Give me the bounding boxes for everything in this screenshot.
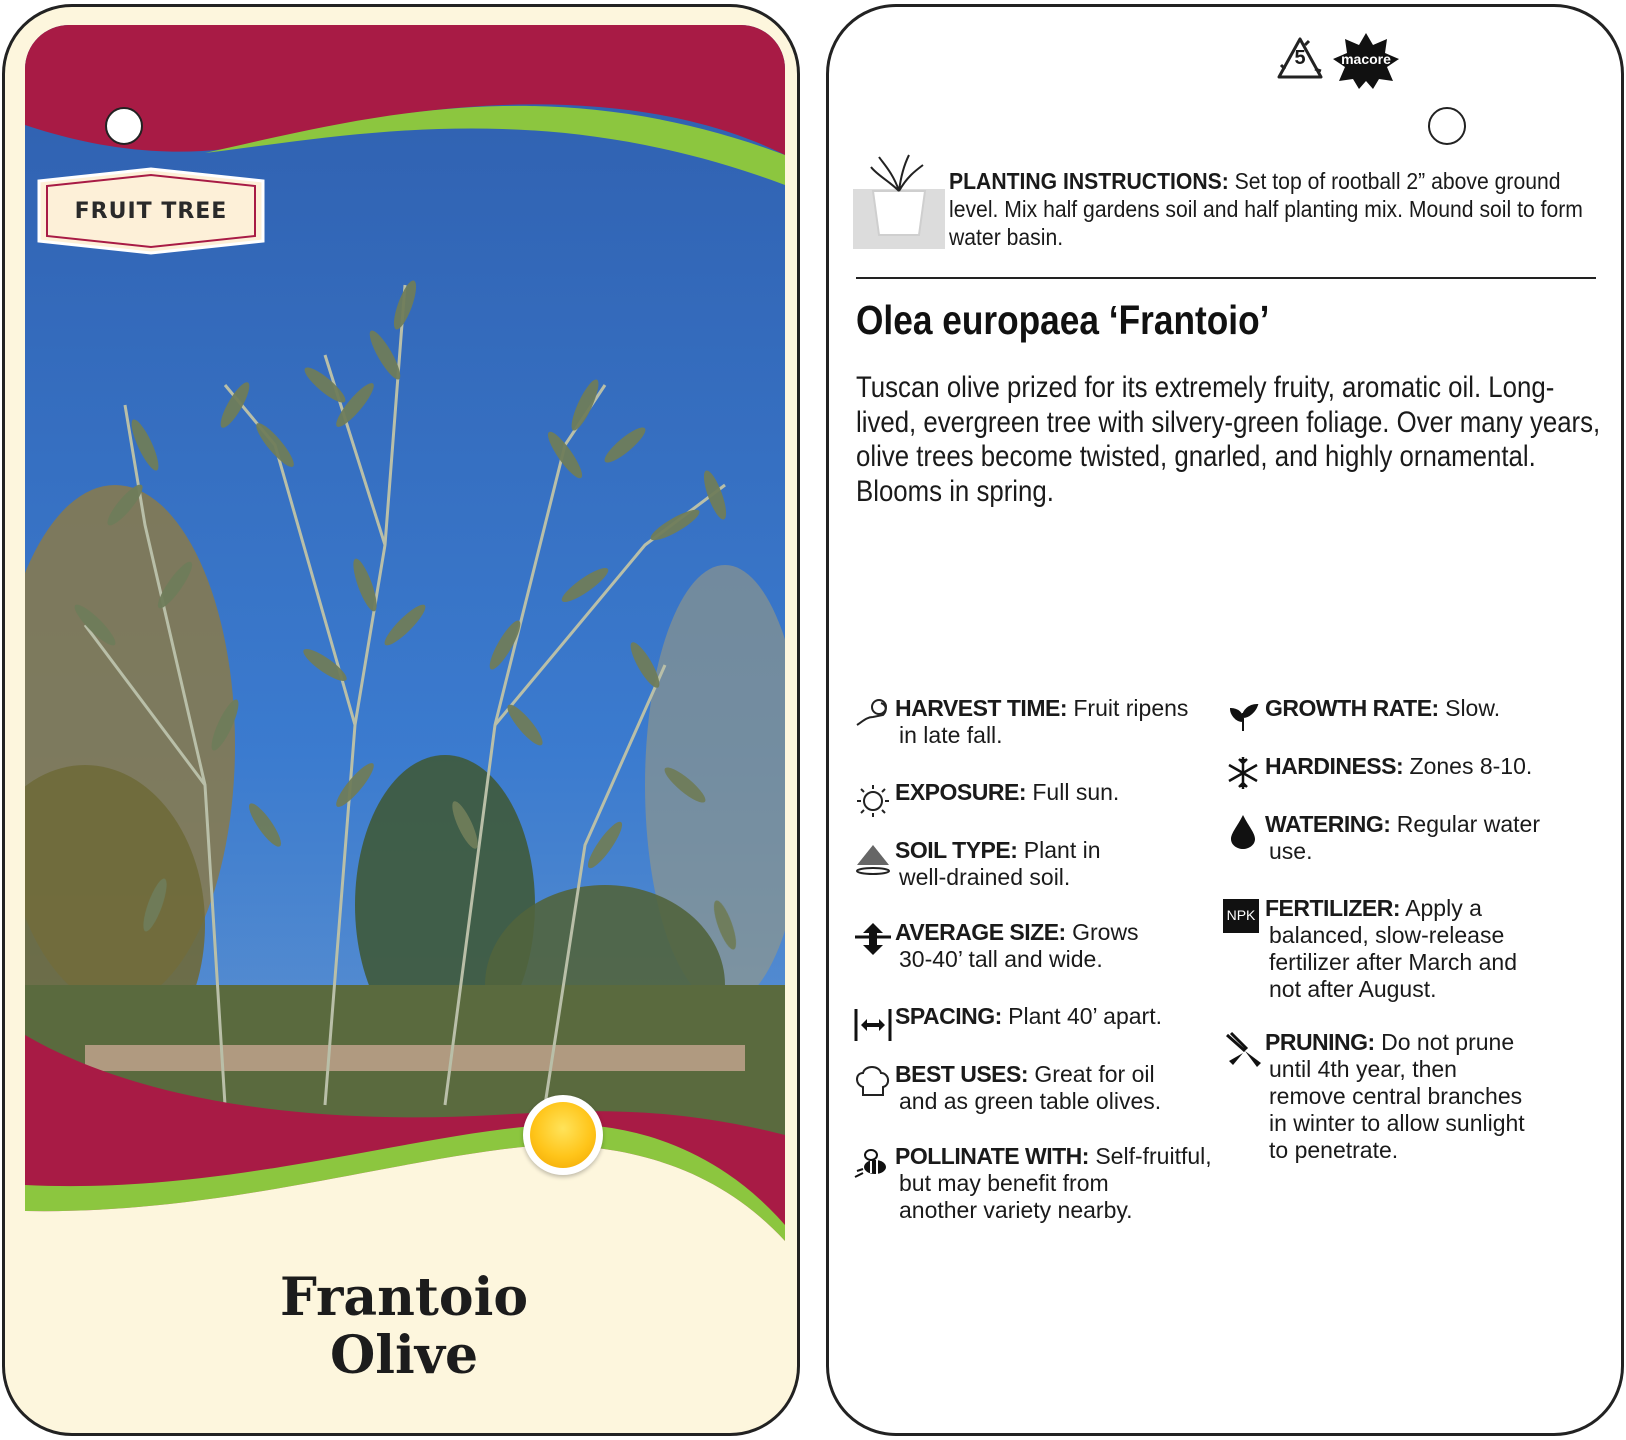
- height-icon: [853, 919, 893, 959]
- common-name-line1: Frantoio: [279, 1267, 529, 1328]
- attr-value-line2: use.: [1269, 838, 1313, 864]
- full-sun-indicator-icon: [523, 1095, 603, 1175]
- recycle-code: 5: [1294, 47, 1306, 69]
- attr-label: POLLINATE WITH:: [895, 1143, 1089, 1169]
- planting-instructions: [853, 147, 1593, 257]
- attr-value-line2: well-drained soil.: [899, 864, 1071, 890]
- attr-label: HARDINESS:: [1265, 753, 1404, 779]
- attr-value-line2: and as green table olives.: [899, 1088, 1162, 1114]
- brand-logo-text: macore: [1341, 51, 1391, 67]
- attr-label: WATERING:: [1265, 811, 1391, 837]
- common-name-line2: Olive: [329, 1325, 479, 1386]
- botanical-name: Olea europaea ‘Frantoio’: [856, 297, 1270, 343]
- pruners-icon: [1223, 1029, 1263, 1069]
- planting-text: [949, 167, 1593, 251]
- attr-value-line3: fertilizer after March and: [1269, 949, 1517, 975]
- front-tag: [2, 4, 800, 1436]
- attr-label: HARVEST TIME:: [895, 695, 1067, 721]
- attr-value-line3: remove central branches: [1269, 1083, 1523, 1109]
- attr-label: PRUNING:: [1265, 1029, 1375, 1055]
- plant-description: Tuscan olive prized for its extremely fruity, aromatic oil. Long-lived, evergreen tree with silvery-green foliage. Over many years, olive trees become twisted, gnarled, and highly ornamental. Blooms in spring.: [856, 371, 1601, 508]
- attr-value: Do not prune: [1374, 1029, 1515, 1055]
- npk-label: NPK: [1226, 907, 1256, 923]
- chef-hat-icon: [853, 1061, 893, 1101]
- attr-value: Plant 40’ apart.: [1001, 1003, 1162, 1029]
- attr-value: Zones 8-10.: [1403, 753, 1533, 779]
- attr-value-line2: 30-40’ tall and wide.: [899, 946, 1103, 972]
- attr-value: Full sun.: [1025, 779, 1120, 805]
- attr-value: Self-fruitful,: [1088, 1143, 1212, 1169]
- attr-value-line2: in late fall.: [899, 722, 1003, 748]
- water-drop-icon: [1223, 811, 1263, 851]
- sprout-icon: [1223, 695, 1263, 735]
- divider: [856, 277, 1596, 279]
- planting-pot-icon: [853, 153, 945, 251]
- attr-label: SPACING:: [895, 1003, 1002, 1029]
- hang-hole: [1428, 107, 1466, 145]
- attr-value-line2: until 4th year, then: [1269, 1056, 1457, 1082]
- attr-value-line2: but may benefit from: [899, 1170, 1109, 1196]
- attr-value: Regular water: [1390, 811, 1540, 837]
- back-tag: [826, 4, 1624, 1436]
- sun-icon: [853, 779, 893, 819]
- spacing-icon: [853, 1003, 893, 1043]
- attr-label: GROWTH RATE:: [1265, 695, 1439, 721]
- attr-label: FERTILIZER:: [1265, 895, 1401, 921]
- attr-value-line4: in winter to allow sunlight: [1269, 1110, 1525, 1136]
- attr-value: Great for oil: [1028, 1061, 1155, 1087]
- fertilizer-icon: [1223, 899, 1259, 933]
- category-badge: [37, 167, 265, 255]
- attr-value: Slow.: [1438, 695, 1501, 721]
- attr-value: Fruit ripens: [1066, 695, 1189, 721]
- attr-value: Grows: [1065, 919, 1139, 945]
- hang-hole: [105, 107, 143, 145]
- category-label: FRUIT TREE: [74, 198, 228, 224]
- planting-body: Set top of rootball 2” above ground level. Mix half gardens soil and half planting mix. Mound soil to form water basin.: [949, 168, 1583, 250]
- attr-value-line4: not after August.: [1269, 976, 1437, 1002]
- bee-icon: [853, 1143, 893, 1183]
- snowflake-icon: [1223, 753, 1263, 793]
- attr-label: SOIL TYPE:: [895, 837, 1018, 863]
- attr-value-line2: balanced, slow-release: [1269, 922, 1505, 948]
- attr-label: AVERAGE SIZE:: [895, 919, 1066, 945]
- common-name: [5, 1269, 800, 1385]
- soil-icon: [853, 837, 893, 877]
- planting-label: PLANTING INSTRUCTIONS:: [949, 168, 1229, 194]
- hand-fruit-icon: [853, 695, 893, 735]
- attr-value-line3: another variety nearby.: [899, 1197, 1133, 1223]
- attr-value: Plant in: [1017, 837, 1101, 863]
- attr-label: EXPOSURE:: [895, 779, 1026, 805]
- attr-value: Apply a: [1400, 895, 1482, 921]
- attr-value-line5: to penetrate.: [1269, 1137, 1399, 1163]
- attr-label: BEST USES:: [895, 1061, 1029, 1087]
